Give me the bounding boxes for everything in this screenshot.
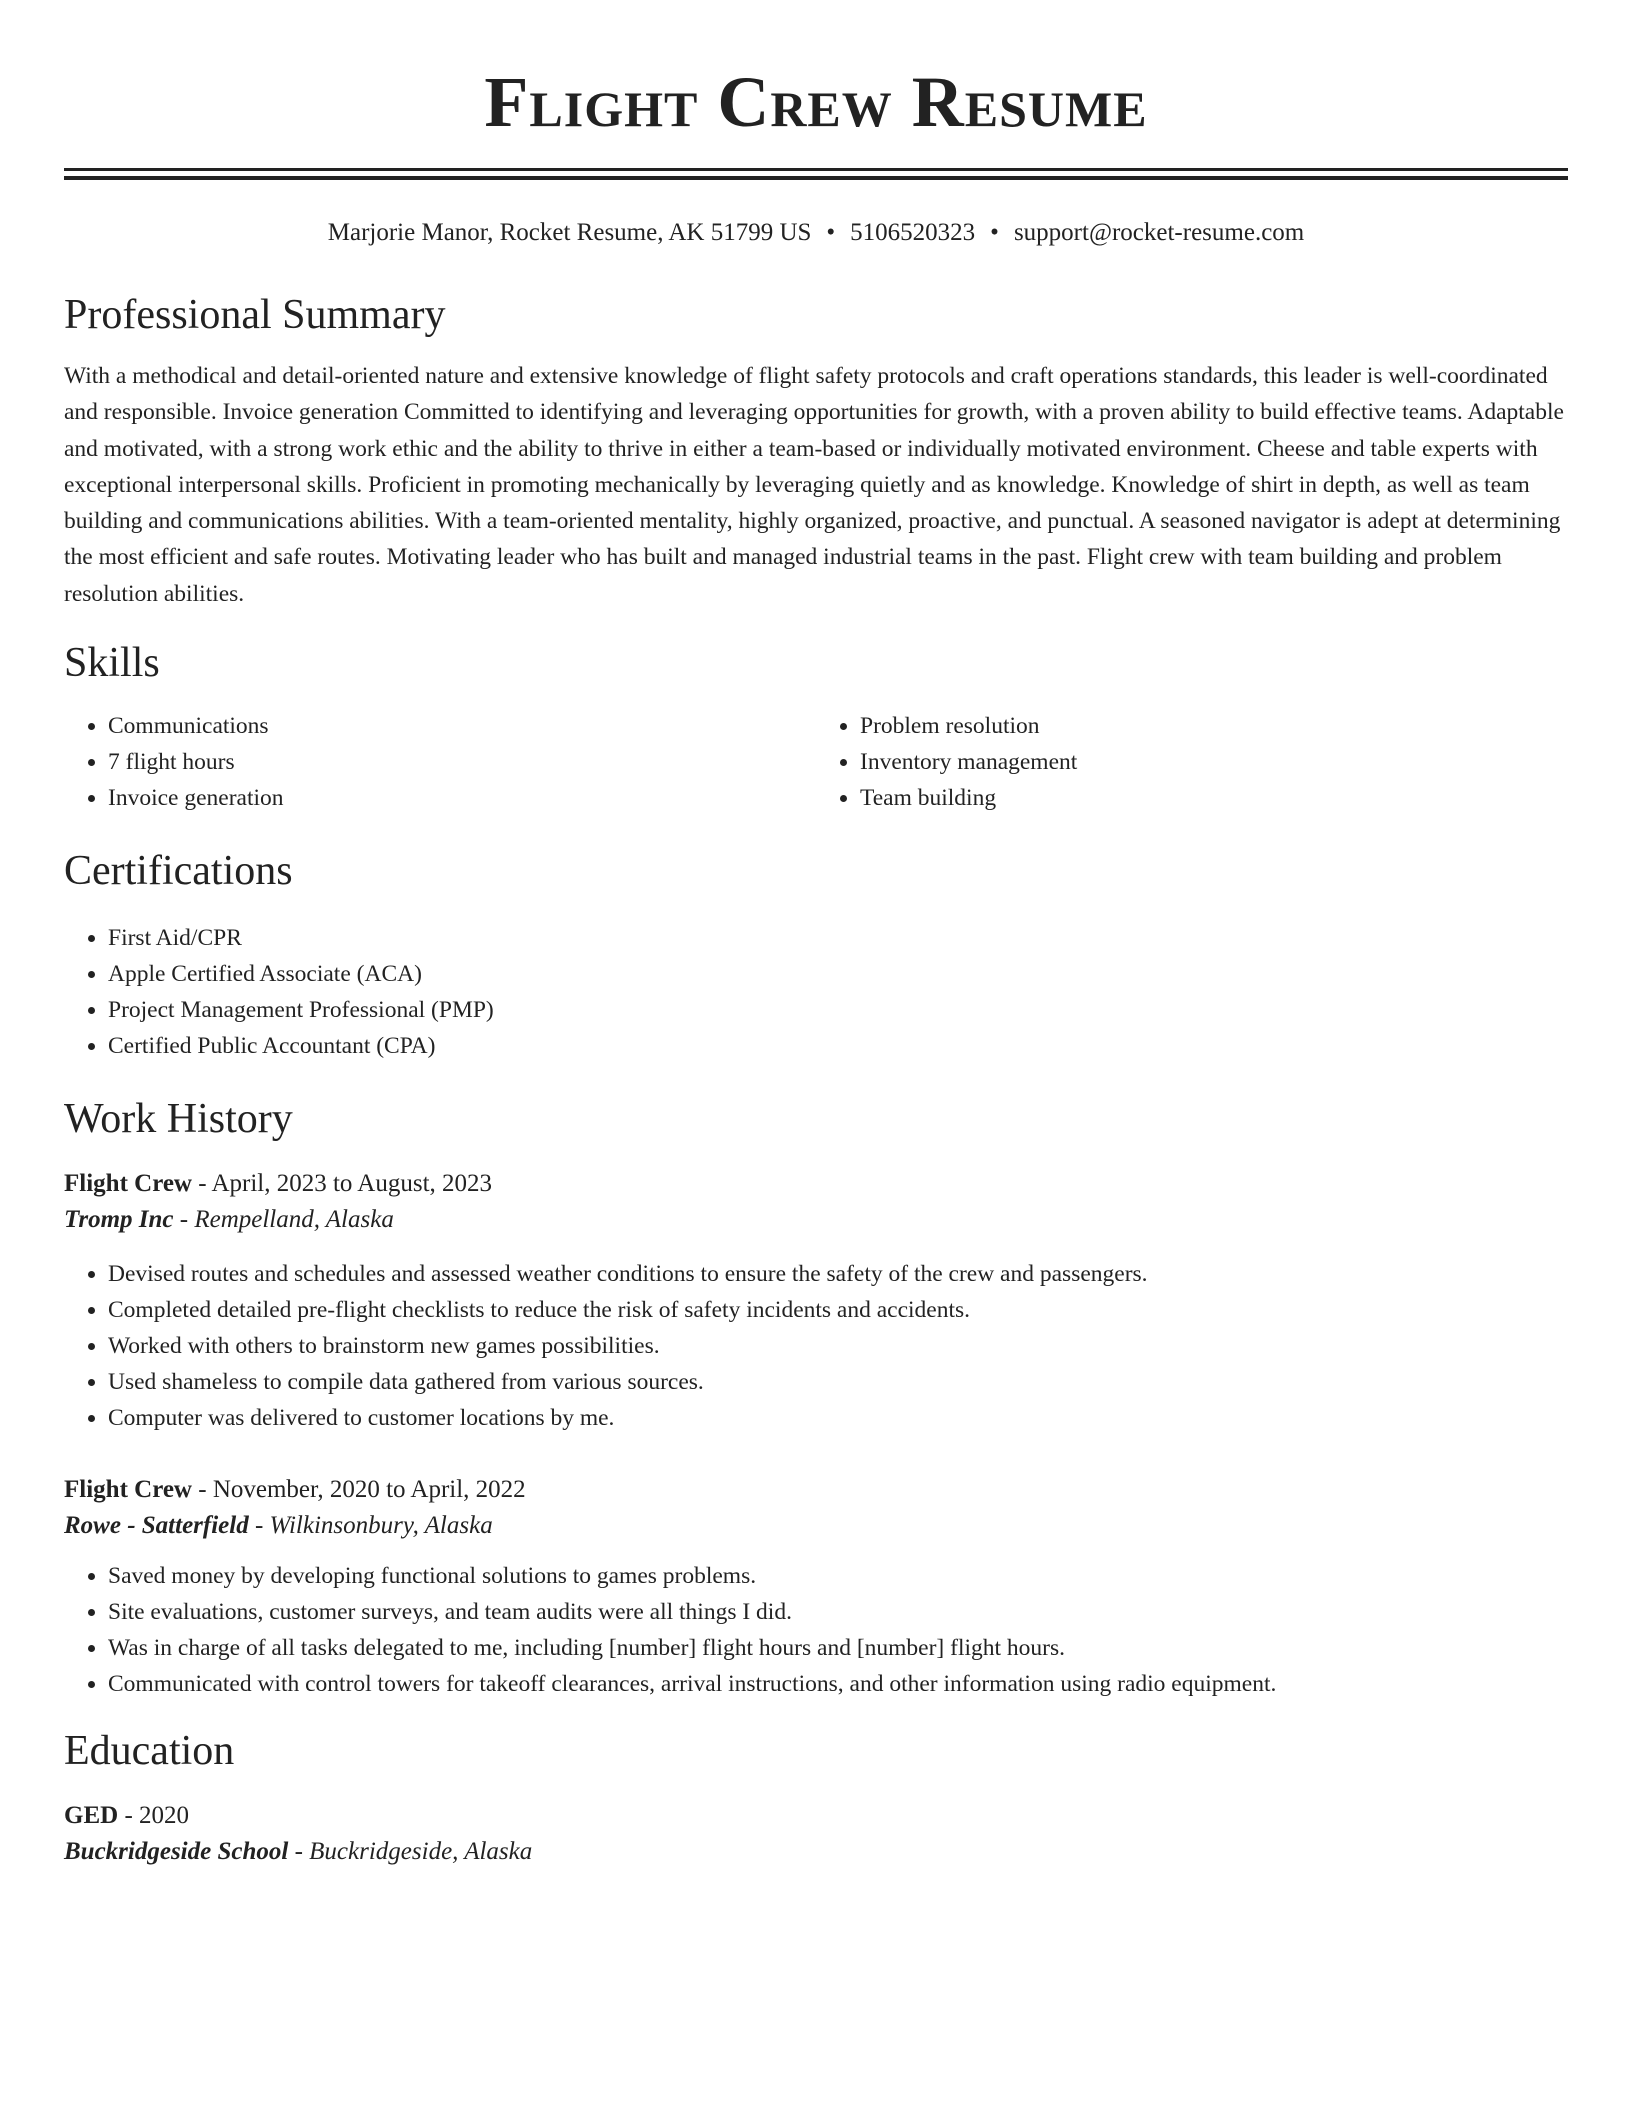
job-location: - Wilkinsonbury, Alaska: [248, 1512, 493, 1540]
work-history-heading: Work History: [64, 1096, 293, 1143]
certification-item: • Certified Public Accountant (CPA): [108, 1028, 1568, 1064]
skill-item: • Invoice generation: [108, 780, 816, 816]
job-bullet: • Computer was delivered to customer locations by me.: [108, 1400, 1568, 1436]
contact-line: [64, 218, 1568, 248]
skill-item: • Communications: [108, 708, 816, 744]
certifications-heading: Certifications: [64, 848, 293, 895]
summary-text: With a methodical and detail-oriented nature and extensive knowledge of flight safety protocols and craft operations standards, this leader is well-coordinated and responsible. Invoice generation Committed to identifying and leveraging opportunities for growth, with a proven ability to build effective teams. Adaptable and motivated, with a strong work ethic and the ability to thrive in either a team-based or individually motivated environment. Cheese and table experts with exceptional interpersonal skills. Proficient in promoting mechanically by leveraging quietly and as knowledge. Knowledge of shirt in depth, as well as team building and communications abilities. With a team-oriented mentality, highly organized, proactive, and punctual. A seasoned navigator is adept at determining the most efficient and safe routes. Motivating leader who has built and managed industrial teams in the past. Flight crew with team building and problem resolution abilities.: [64, 363, 1564, 607]
skills-list-right: [816, 708, 1568, 816]
skill-item: • 7 flight hours: [108, 744, 816, 780]
job-bullets: [64, 1558, 1568, 1702]
job-title-line: [64, 1472, 1568, 1508]
job-entry: [64, 1472, 1568, 1702]
skill-item: • Problem resolution: [860, 708, 1568, 744]
skills-columns: [64, 708, 1568, 816]
certifications-list: [64, 920, 1568, 1064]
job-title-line: [64, 1166, 1568, 1202]
contact-separator: •: [826, 219, 836, 246]
education-heading: Education: [64, 1728, 235, 1775]
header-rule-bottom: [64, 176, 1568, 180]
certification-item: • First Aid/CPR: [108, 920, 1568, 956]
skills-heading: Skills: [64, 640, 160, 687]
job-bullets: [64, 1256, 1568, 1436]
page-title: Flight Crew Resume: [484, 62, 1148, 142]
contact-email: support@rocket-resume.com: [1013, 219, 1305, 246]
job-bullet: • Devised routes and schedules and assessed weather conditions to ensure the safety of the crew and passengers.: [108, 1256, 1568, 1292]
certification-item: • Project Management Professional (PMP): [108, 992, 1568, 1028]
header-rule-top: [64, 168, 1568, 171]
education-location: - Buckridgeside, Alaska: [288, 1838, 533, 1866]
job-bullet: • Worked with others to brainstorm new games possibilities.: [108, 1328, 1568, 1364]
skills-list-left: [64, 708, 816, 816]
education-degree-line: [64, 1798, 1568, 1834]
certification-item: • Apple Certified Associate (ACA): [108, 956, 1568, 992]
education-degree: GED: [64, 1802, 119, 1830]
job-company-line: [64, 1202, 1568, 1238]
job-dates: - April, 2023 to August, 2023: [192, 1170, 493, 1198]
contact-separator: •: [990, 219, 999, 246]
job-company: Tromp Inc: [64, 1206, 174, 1234]
job-dates: - November, 2020 to April, 2022: [192, 1476, 526, 1504]
job-entry: [64, 1166, 1568, 1436]
contact-address: Marjorie Manor, Rocket Resume, AK 51799 US: [327, 219, 812, 246]
job-location: - Rempelland, Alaska: [173, 1206, 394, 1234]
job-title: Flight Crew: [64, 1170, 192, 1198]
skill-item: • Inventory management: [860, 744, 1568, 780]
skill-item: • Team building: [860, 780, 1568, 816]
education-school: Buckridgeside School: [64, 1838, 289, 1866]
job-company: Rowe - Satterfield: [64, 1512, 249, 1540]
job-bullet: • Used shameless to compile data gathered from various sources.: [108, 1364, 1568, 1400]
job-bullet: • Communicated with control towers for takeoff clearances, arrival instructions, and other information using radio equipment.: [108, 1666, 1568, 1702]
education-school-line: [64, 1834, 1568, 1870]
job-bullet: • Completed detailed pre-flight checklists to reduce the risk of safety incidents and accidents.: [108, 1292, 1568, 1328]
summary-heading: Professional Summary: [64, 292, 446, 338]
education-year: - 2020: [118, 1802, 190, 1830]
job-bullet: • Was in charge of all tasks delegated to me, including [number] flight hours and [number] flight hours.: [108, 1630, 1568, 1666]
job-title: Flight Crew: [64, 1476, 192, 1504]
contact-phone: 5106520323: [850, 219, 976, 246]
job-bullet: • Site evaluations, customer surveys, and team audits were all things I did.: [108, 1594, 1568, 1630]
job-company-line: [64, 1508, 1568, 1544]
job-bullet: • Saved money by developing functional solutions to games problems.: [108, 1558, 1568, 1594]
